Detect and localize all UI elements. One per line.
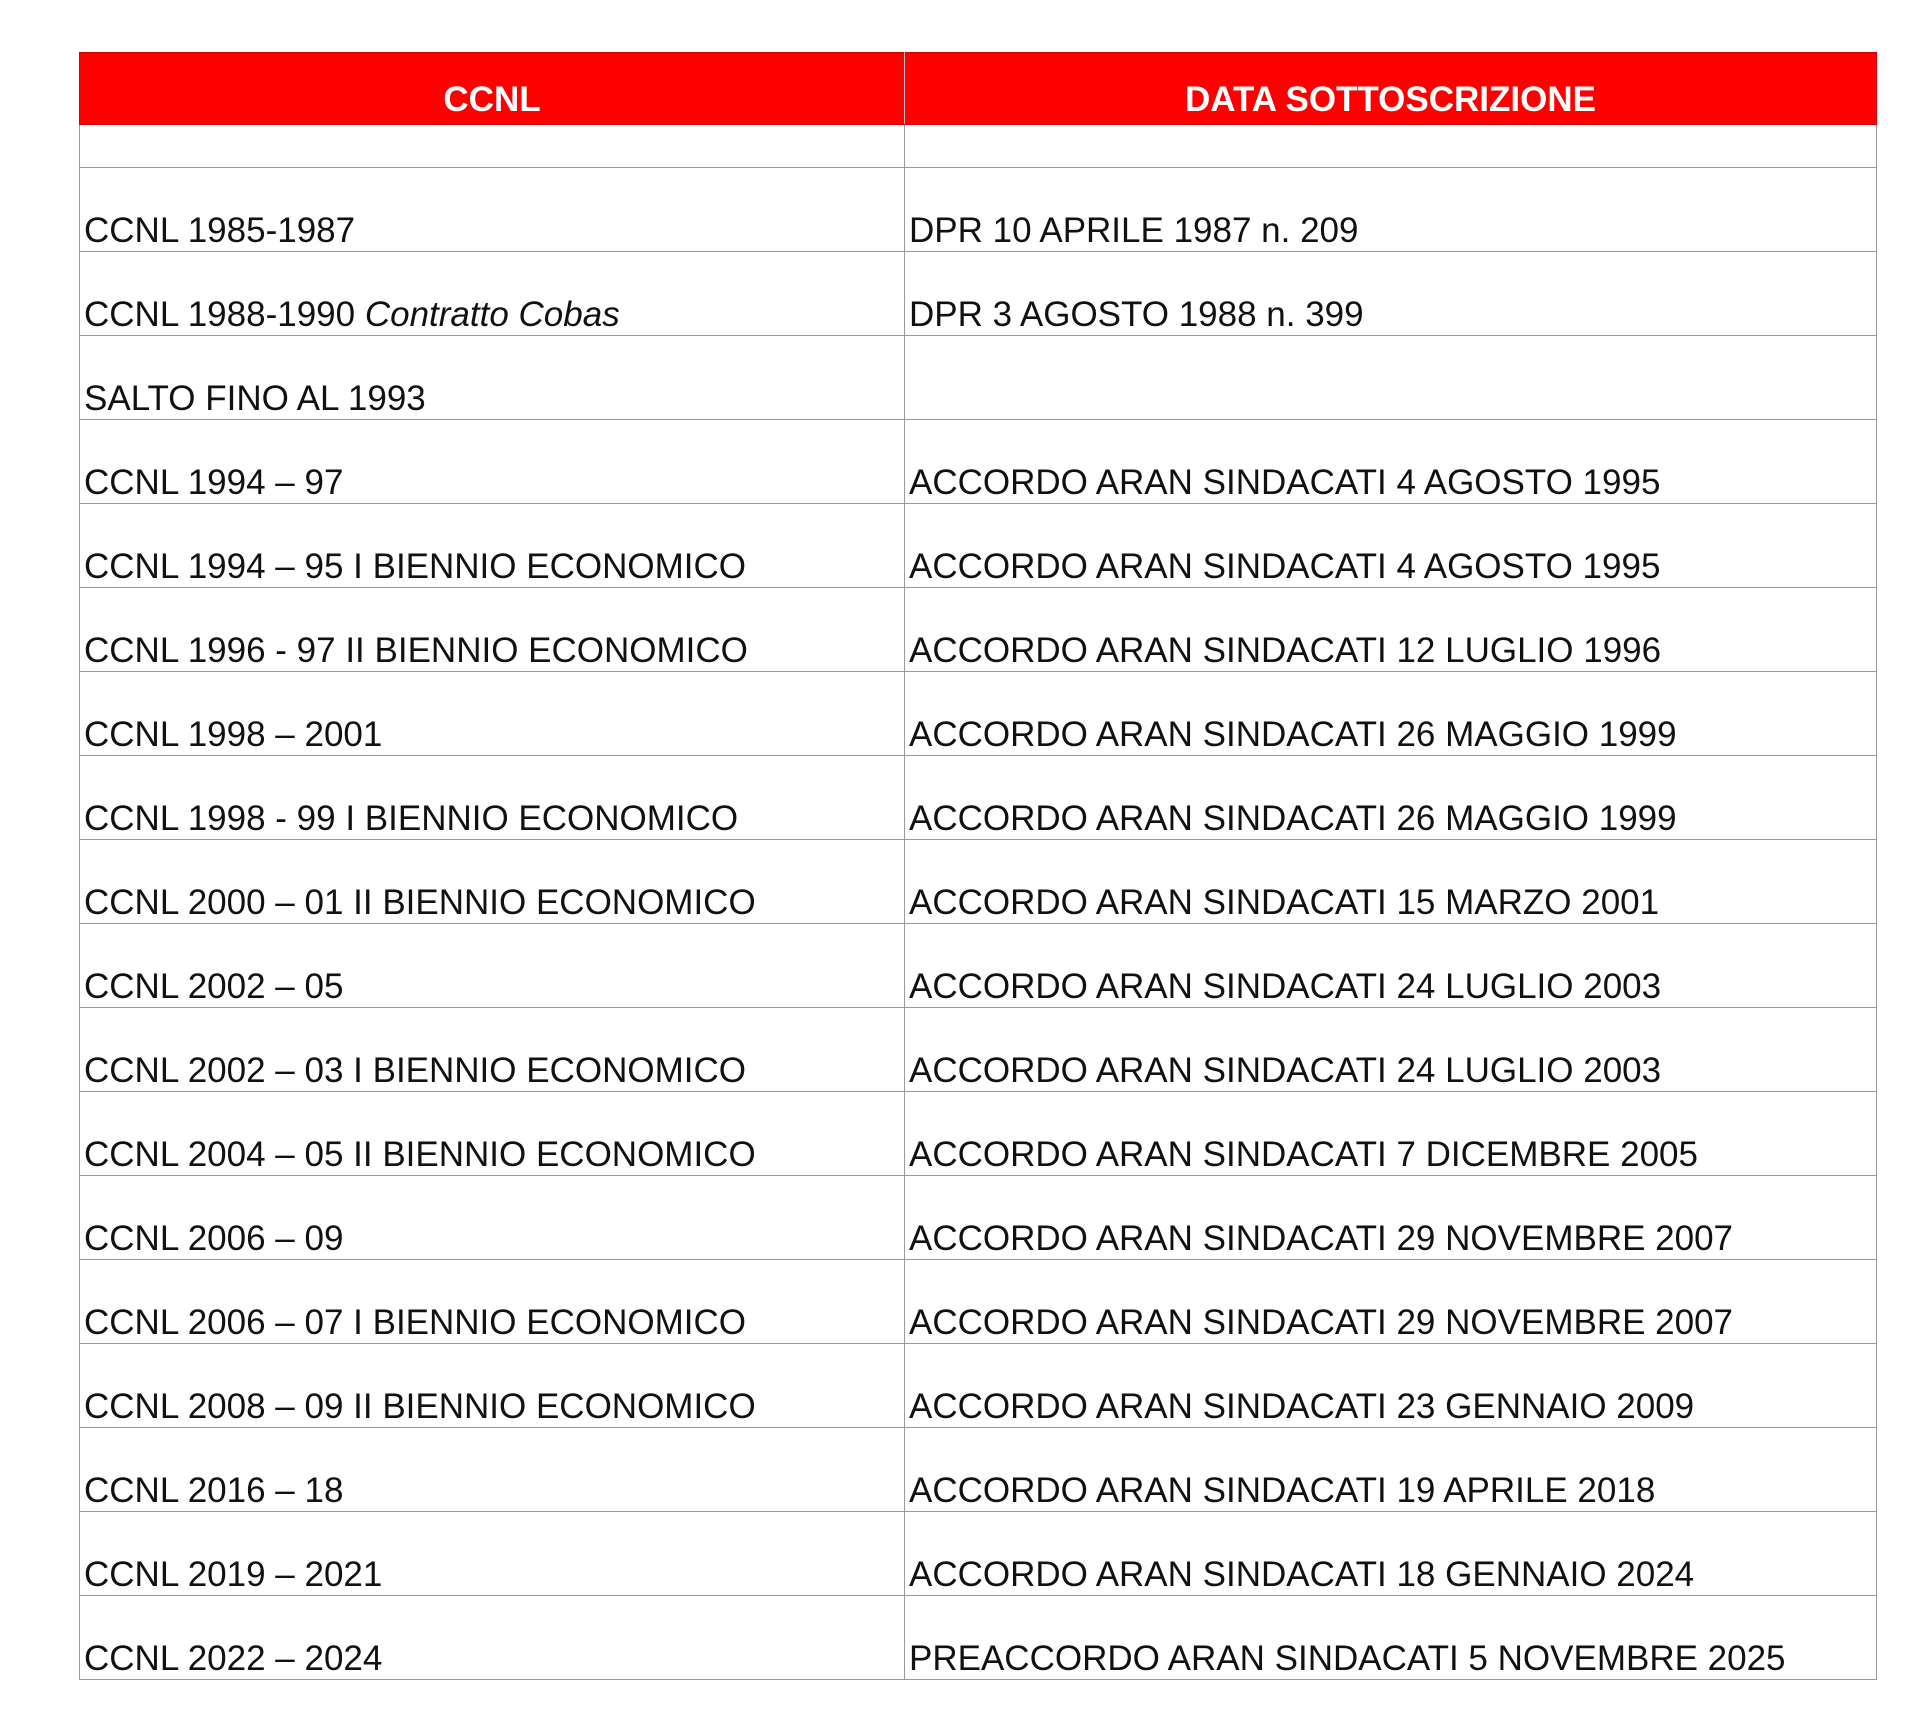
ccnl-label: CCNL 1994 – 97 bbox=[84, 463, 344, 502]
ccnl-label: SALTO FINO AL 1993 bbox=[84, 379, 426, 418]
date-cell: ACCORDO ARAN SINDACATI 15 MARZO 2001 bbox=[905, 840, 1877, 924]
date-cell: ACCORDO ARAN SINDACATI 19 APRILE 2018 bbox=[905, 1428, 1877, 1512]
date-cell: ACCORDO ARAN SINDACATI 24 LUGLIO 2003 bbox=[905, 1008, 1877, 1092]
date-cell: ACCORDO ARAN SINDACATI 12 LUGLIO 1996 bbox=[905, 588, 1877, 672]
ccnl-cell bbox=[80, 420, 905, 504]
empty-cell bbox=[905, 125, 1877, 168]
table-row bbox=[80, 504, 1877, 588]
date-cell: ACCORDO ARAN SINDACATI 29 NOVEMBRE 2007 bbox=[905, 1260, 1877, 1344]
ccnl-cell bbox=[80, 168, 905, 252]
table-row bbox=[80, 168, 1877, 252]
ccnl-label: CCNL 1988-1990 bbox=[84, 295, 365, 334]
ccnl-cell bbox=[80, 840, 905, 924]
ccnl-cell bbox=[80, 1428, 905, 1512]
table-row bbox=[80, 1008, 1877, 1092]
date-cell: DPR 3 AGOSTO 1988 n. 399 bbox=[905, 252, 1877, 336]
date-cell: ACCORDO ARAN SINDACATI 18 GENNAIO 2024 bbox=[905, 1512, 1877, 1596]
header-ccnl: CCNL bbox=[80, 53, 905, 125]
ccnl-note: Contratto Cobas bbox=[364, 295, 620, 334]
ccnl-label: CCNL 2019 – 2021 bbox=[84, 1555, 383, 1594]
date-cell: ACCORDO ARAN SINDACATI 29 NOVEMBRE 2007 bbox=[905, 1176, 1877, 1260]
empty-cell bbox=[80, 125, 905, 168]
date-cell: ACCORDO ARAN SINDACATI 23 GENNAIO 2009 bbox=[905, 1344, 1877, 1428]
table-row bbox=[80, 336, 1877, 420]
date-cell: DPR 10 APRILE 1987 n. 209 bbox=[905, 168, 1877, 252]
table-row bbox=[80, 1176, 1877, 1260]
table-row bbox=[80, 1344, 1877, 1428]
header-data-sottoscrizione: DATA SOTTOSCRIZIONE bbox=[905, 53, 1877, 125]
date-cell: ACCORDO ARAN SINDACATI 24 LUGLIO 2003 bbox=[905, 924, 1877, 1008]
ccnl-label: CCNL 1985-1987 bbox=[84, 211, 356, 250]
table-row bbox=[80, 1260, 1877, 1344]
ccnl-table bbox=[79, 52, 1877, 1680]
ccnl-cell bbox=[80, 588, 905, 672]
table-row bbox=[80, 252, 1877, 336]
date-cell: ACCORDO ARAN SINDACATI 7 DICEMBRE 2005 bbox=[905, 1092, 1877, 1176]
ccnl-label: CCNL 1996 - 97 II BIENNIO ECONOMICO bbox=[84, 631, 748, 670]
ccnl-label: CCNL 2016 – 18 bbox=[84, 1471, 344, 1510]
ccnl-cell bbox=[80, 924, 905, 1008]
ccnl-cell bbox=[80, 672, 905, 756]
ccnl-label: CCNL 2022 – 2024 bbox=[84, 1639, 383, 1678]
ccnl-cell bbox=[80, 1596, 905, 1680]
date-cell bbox=[905, 336, 1877, 420]
table-row bbox=[80, 756, 1877, 840]
table-row bbox=[80, 420, 1877, 504]
ccnl-label: CCNL 1998 - 99 I BIENNIO ECONOMICO bbox=[84, 799, 739, 838]
ccnl-label: CCNL 2004 – 05 II BIENNIO ECONOMICO bbox=[84, 1135, 756, 1174]
header-row bbox=[80, 53, 1877, 125]
ccnl-label: CCNL 2006 – 07 I BIENNIO ECONOMICO bbox=[84, 1303, 746, 1342]
table-row bbox=[80, 1428, 1877, 1512]
empty-row bbox=[80, 125, 1877, 168]
ccnl-label: CCNL 2000 – 01 II BIENNIO ECONOMICO bbox=[84, 883, 756, 922]
ccnl-cell bbox=[80, 1344, 905, 1428]
ccnl-cell bbox=[80, 756, 905, 840]
ccnl-label: CCNL 2008 – 09 II BIENNIO ECONOMICO bbox=[84, 1387, 756, 1426]
table-row bbox=[80, 840, 1877, 924]
ccnl-cell bbox=[80, 1092, 905, 1176]
date-cell: ACCORDO ARAN SINDACATI 4 AGOSTO 1995 bbox=[905, 504, 1877, 588]
table-row bbox=[80, 1092, 1877, 1176]
ccnl-label: CCNL 1994 – 95 I BIENNIO ECONOMICO bbox=[84, 547, 746, 586]
date-cell: ACCORDO ARAN SINDACATI 26 MAGGIO 1999 bbox=[905, 672, 1877, 756]
table-row bbox=[80, 1512, 1877, 1596]
ccnl-label: CCNL 2006 – 09 bbox=[84, 1219, 344, 1258]
ccnl-cell bbox=[80, 336, 905, 420]
table-row bbox=[80, 672, 1877, 756]
date-cell: PREACCORDO ARAN SINDACATI 5 NOVEMBRE 2025 bbox=[905, 1596, 1877, 1680]
table-row bbox=[80, 924, 1877, 1008]
table-row bbox=[80, 588, 1877, 672]
table-row bbox=[80, 1596, 1877, 1680]
ccnl-label: CCNL 2002 – 05 bbox=[84, 967, 344, 1006]
ccnl-cell bbox=[80, 1512, 905, 1596]
ccnl-label: CCNL 1998 – 2001 bbox=[84, 715, 383, 754]
ccnl-cell bbox=[80, 504, 905, 588]
date-cell: ACCORDO ARAN SINDACATI 4 AGOSTO 1995 bbox=[905, 420, 1877, 504]
ccnl-cell bbox=[80, 1176, 905, 1260]
ccnl-cell bbox=[80, 1260, 905, 1344]
ccnl-cell bbox=[80, 1008, 905, 1092]
date-cell: ACCORDO ARAN SINDACATI 26 MAGGIO 1999 bbox=[905, 756, 1877, 840]
ccnl-cell bbox=[80, 252, 905, 336]
ccnl-label: CCNL 2002 – 03 I BIENNIO ECONOMICO bbox=[84, 1051, 746, 1090]
